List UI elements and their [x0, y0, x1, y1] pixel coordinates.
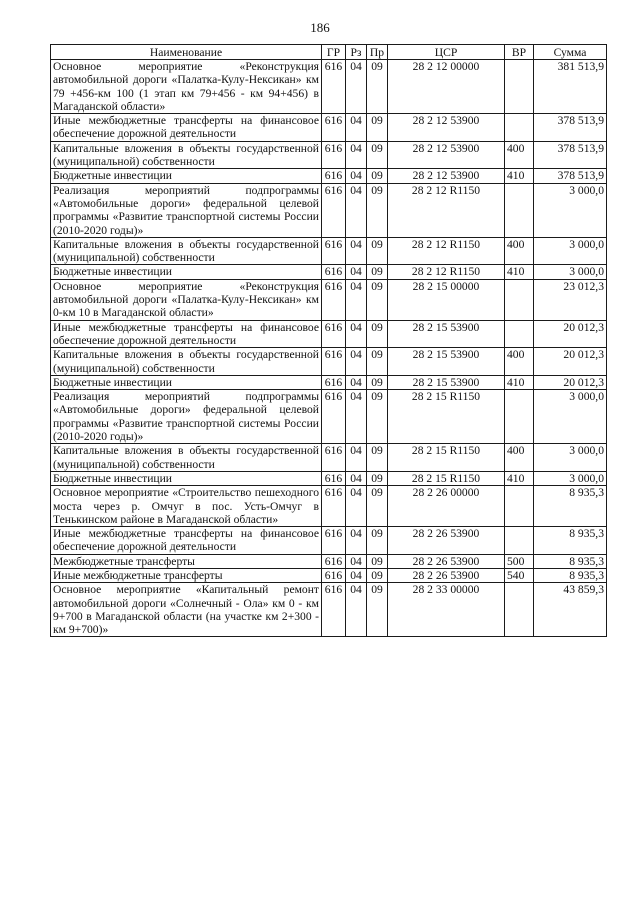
cell-gr: 616 — [322, 60, 346, 114]
cell-rz: 04 — [346, 114, 367, 142]
cell-sum: 378 513,9 — [534, 114, 607, 142]
cell-sum: 20 012,3 — [534, 348, 607, 376]
table-row — [51, 471, 607, 485]
cell-vr — [505, 320, 534, 348]
cell-csr: 28 2 26 53900 — [388, 527, 505, 555]
cell-rz: 04 — [346, 279, 367, 320]
cell-pr: 09 — [367, 375, 388, 389]
cell-name: Основное мероприятие «Капитальный ремонт автомобильной дороги «Солнечный - Ола» км 0 - км 9+700 в Магаданской области (на участке км 2+300 - км 9+700)» — [51, 583, 322, 637]
cell-name: Межбюджетные трансферты — [51, 554, 322, 568]
cell-rz: 04 — [346, 320, 367, 348]
cell-csr: 28 2 15 R1150 — [388, 444, 505, 472]
table-row — [51, 183, 607, 237]
cell-name: Иные межбюджетные трансферты на финансовое обеспечение дорожной деятельности — [51, 527, 322, 555]
cell-vr: 400 — [505, 237, 534, 265]
column-header-csr: ЦСР — [388, 45, 505, 60]
cell-pr: 09 — [367, 348, 388, 376]
cell-gr: 616 — [322, 390, 346, 444]
table-row — [51, 568, 607, 582]
cell-gr: 616 — [322, 141, 346, 169]
cell-name: Капитальные вложения в объекты государственной (муниципальной) собственности — [51, 348, 322, 376]
cell-vr: 500 — [505, 554, 534, 568]
column-header-vr: ВР — [505, 45, 534, 60]
cell-rz: 04 — [346, 527, 367, 555]
table-row — [51, 527, 607, 555]
cell-gr: 616 — [322, 279, 346, 320]
cell-sum: 381 513,9 — [534, 60, 607, 114]
cell-vr — [505, 390, 534, 444]
table-row — [51, 169, 607, 183]
cell-vr: 410 — [505, 375, 534, 389]
cell-csr: 28 2 12 R1150 — [388, 183, 505, 237]
cell-sum: 3 000,0 — [534, 471, 607, 485]
page-number: 186 — [310, 20, 330, 35]
cell-pr: 09 — [367, 568, 388, 582]
cell-csr: 28 2 26 53900 — [388, 568, 505, 582]
table-row — [51, 554, 607, 568]
cell-vr — [505, 183, 534, 237]
cell-name: Реализация мероприятий подпрограммы «Автомобильные дороги» федеральной целевой программы «Развитие транспортной системы России (2010-2020 годы)» — [51, 390, 322, 444]
cell-gr: 616 — [322, 554, 346, 568]
cell-name: Иные межбюджетные трансферты на финансовое обеспечение дорожной деятельности — [51, 320, 322, 348]
cell-sum: 43 859,3 — [534, 583, 607, 637]
cell-name: Бюджетные инвестиции — [51, 265, 322, 279]
cell-name: Основное мероприятие «Реконструкция автомобильной дороги «Палатка-Кулу-Нексикан» км 79 +456-км 100 (1 этап км 79+456 - км 94+456) в Магаданской области» — [51, 60, 322, 114]
cell-sum: 8 935,3 — [534, 568, 607, 582]
cell-csr: 28 2 15 53900 — [388, 320, 505, 348]
table-row — [51, 237, 607, 265]
column-header-pr: Пр — [367, 45, 388, 60]
cell-vr — [505, 279, 534, 320]
cell-rz: 04 — [346, 444, 367, 472]
cell-vr — [505, 583, 534, 637]
cell-pr: 09 — [367, 390, 388, 444]
cell-csr: 28 2 26 00000 — [388, 486, 505, 527]
cell-pr: 09 — [367, 554, 388, 568]
cell-sum: 8 935,3 — [534, 527, 607, 555]
cell-pr: 09 — [367, 169, 388, 183]
cell-gr: 616 — [322, 237, 346, 265]
cell-sum: 8 935,3 — [534, 486, 607, 527]
cell-vr: 410 — [505, 169, 534, 183]
cell-name: Основное мероприятие «Строительство пешеходного моста через р. Омчуг в пос. Усть-Омчуг в Тенькинском районе в Магаданской области» — [51, 486, 322, 527]
cell-rz: 04 — [346, 375, 367, 389]
cell-pr: 09 — [367, 279, 388, 320]
cell-name: Бюджетные инвестиции — [51, 375, 322, 389]
table-row — [51, 444, 607, 472]
cell-rz: 04 — [346, 60, 367, 114]
budget-table — [50, 44, 607, 637]
cell-name: Основное мероприятие «Реконструкция автомобильной дороги «Палатка-Кулу-Нексикан» км 0-км 10 в Магаданской области» — [51, 279, 322, 320]
table-row — [51, 141, 607, 169]
cell-vr — [505, 527, 534, 555]
cell-pr: 09 — [367, 583, 388, 637]
cell-gr: 616 — [322, 583, 346, 637]
cell-vr: 400 — [505, 444, 534, 472]
cell-name: Бюджетные инвестиции — [51, 169, 322, 183]
cell-rz: 04 — [346, 348, 367, 376]
table-row — [51, 583, 607, 637]
cell-gr: 616 — [322, 527, 346, 555]
table-row — [51, 114, 607, 142]
cell-gr: 616 — [322, 183, 346, 237]
cell-sum: 378 513,9 — [534, 169, 607, 183]
table-row — [51, 486, 607, 527]
cell-vr: 410 — [505, 265, 534, 279]
cell-gr: 616 — [322, 265, 346, 279]
cell-pr: 09 — [367, 444, 388, 472]
cell-csr: 28 2 15 R1150 — [388, 471, 505, 485]
cell-rz: 04 — [346, 265, 367, 279]
cell-name: Иные межбюджетные трансферты на финансовое обеспечение дорожной деятельности — [51, 114, 322, 142]
cell-sum: 3 000,0 — [534, 444, 607, 472]
table-row — [51, 279, 607, 320]
cell-vr: 400 — [505, 141, 534, 169]
cell-rz: 04 — [346, 568, 367, 582]
cell-gr: 616 — [322, 486, 346, 527]
cell-rz: 04 — [346, 169, 367, 183]
cell-csr: 28 2 12 R1150 — [388, 237, 505, 265]
cell-rz: 04 — [346, 237, 367, 265]
cell-pr: 09 — [367, 320, 388, 348]
cell-sum: 23 012,3 — [534, 279, 607, 320]
column-header-gr: ГР — [322, 45, 346, 60]
cell-pr: 09 — [367, 471, 388, 485]
cell-rz: 04 — [346, 583, 367, 637]
cell-name: Иные межбюджетные трансферты — [51, 568, 322, 582]
cell-vr — [505, 486, 534, 527]
cell-name: Капитальные вложения в объекты государственной (муниципальной) собственности — [51, 141, 322, 169]
table-row — [51, 265, 607, 279]
cell-csr: 28 2 12 53900 — [388, 114, 505, 142]
cell-name: Реализация мероприятий подпрограммы «Автомобильные дороги» федеральной целевой программы «Развитие транспортной системы России (2010-2020 годы)» — [51, 183, 322, 237]
cell-pr: 09 — [367, 486, 388, 527]
table-row — [51, 320, 607, 348]
cell-csr: 28 2 12 00000 — [388, 60, 505, 114]
cell-name: Капитальные вложения в объекты государственной (муниципальной) собственности — [51, 237, 322, 265]
cell-rz: 04 — [346, 486, 367, 527]
cell-pr: 09 — [367, 527, 388, 555]
column-header-rz: Рз — [346, 45, 367, 60]
cell-gr: 616 — [322, 320, 346, 348]
cell-pr: 09 — [367, 237, 388, 265]
cell-gr: 616 — [322, 471, 346, 485]
cell-pr: 09 — [367, 60, 388, 114]
table-row — [51, 348, 607, 376]
cell-rz: 04 — [346, 390, 367, 444]
cell-sum: 3 000,0 — [534, 183, 607, 237]
cell-rz: 04 — [346, 554, 367, 568]
cell-pr: 09 — [367, 183, 388, 237]
cell-pr: 09 — [367, 265, 388, 279]
table-row — [51, 60, 607, 114]
cell-sum: 20 012,3 — [534, 320, 607, 348]
cell-sum: 3 000,0 — [534, 265, 607, 279]
cell-csr: 28 2 26 53900 — [388, 554, 505, 568]
cell-csr: 28 2 15 53900 — [388, 348, 505, 376]
cell-vr: 400 — [505, 348, 534, 376]
cell-csr: 28 2 12 53900 — [388, 141, 505, 169]
cell-name: Бюджетные инвестиции — [51, 471, 322, 485]
cell-sum: 8 935,3 — [534, 554, 607, 568]
cell-vr — [505, 60, 534, 114]
table-body — [51, 60, 607, 637]
cell-name: Капитальные вложения в объекты государственной (муниципальной) собственности — [51, 444, 322, 472]
cell-csr: 28 2 12 53900 — [388, 169, 505, 183]
cell-rz: 04 — [346, 471, 367, 485]
table-row — [51, 375, 607, 389]
column-header-name: Наименование — [51, 45, 322, 60]
cell-csr: 28 2 15 00000 — [388, 279, 505, 320]
cell-csr: 28 2 33 00000 — [388, 583, 505, 637]
cell-csr: 28 2 15 R1150 — [388, 390, 505, 444]
cell-gr: 616 — [322, 375, 346, 389]
cell-rz: 04 — [346, 141, 367, 169]
cell-sum: 378 513,9 — [534, 141, 607, 169]
cell-sum: 3 000,0 — [534, 390, 607, 444]
cell-vr: 540 — [505, 568, 534, 582]
cell-sum: 3 000,0 — [534, 237, 607, 265]
cell-gr: 616 — [322, 444, 346, 472]
cell-vr — [505, 114, 534, 142]
column-header-sum: Сумма — [534, 45, 607, 60]
cell-gr: 616 — [322, 568, 346, 582]
cell-gr: 616 — [322, 169, 346, 183]
cell-pr: 09 — [367, 114, 388, 142]
cell-gr: 616 — [322, 114, 346, 142]
table-header-row — [51, 45, 607, 60]
cell-pr: 09 — [367, 141, 388, 169]
table-row — [51, 390, 607, 444]
cell-gr: 616 — [322, 348, 346, 376]
cell-csr: 28 2 15 53900 — [388, 375, 505, 389]
cell-vr: 410 — [505, 471, 534, 485]
cell-csr: 28 2 12 R1150 — [388, 265, 505, 279]
cell-rz: 04 — [346, 183, 367, 237]
cell-sum: 20 012,3 — [534, 375, 607, 389]
